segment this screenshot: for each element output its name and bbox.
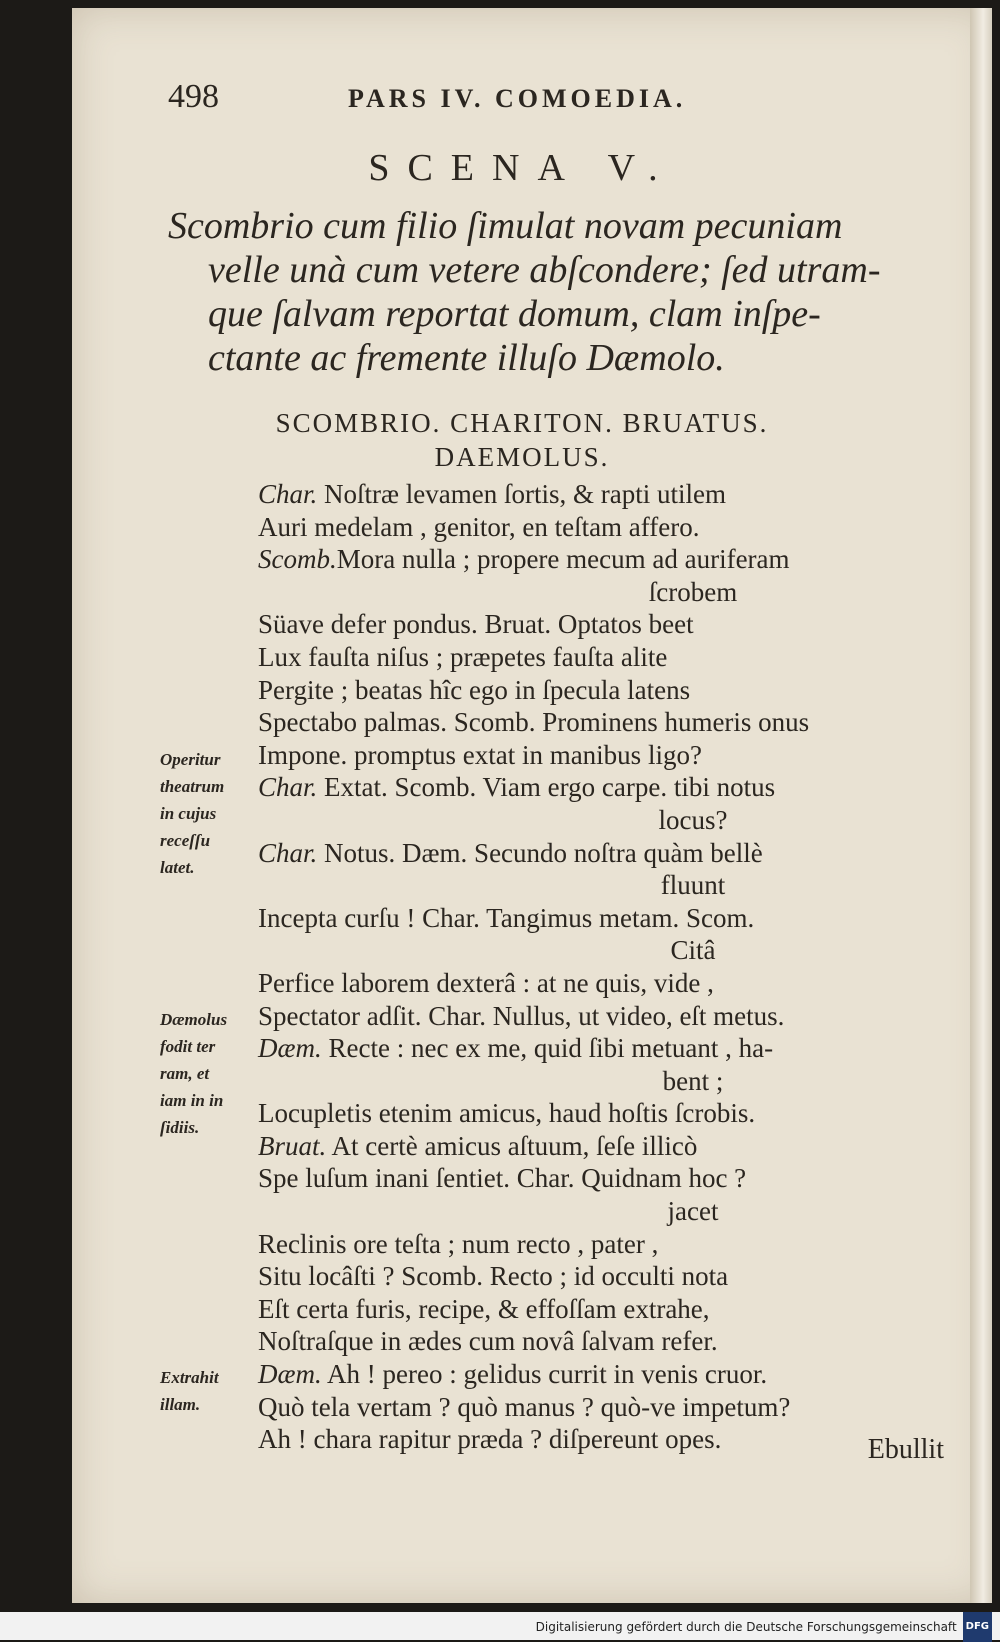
- dfg-logo: DFG: [963, 1612, 992, 1642]
- verse-line: [258, 771, 978, 804]
- speaker-label: Dæm.: [258, 1033, 322, 1064]
- verse-text: Noſtræ levamen ſortis, & rapti utilem: [317, 479, 726, 509]
- argument-line: velle unà cum vetere abſcondere; ſed utram-: [208, 249, 881, 291]
- dramatis-personae: [72, 406, 972, 474]
- verse-line: [258, 837, 978, 870]
- verse-line: [258, 1293, 978, 1326]
- verse-text: Impone. promptus extat in manibus ligo?: [258, 739, 702, 770]
- catchword: Ebullit: [867, 1434, 944, 1465]
- persons-line: SCOMBRIO. CHARITON. BRUATUS.: [275, 408, 769, 438]
- persons-line: DAEMOLUS.: [434, 442, 610, 472]
- verse-line: [258, 478, 978, 511]
- verse-line: [258, 706, 978, 739]
- scene-argument: [168, 204, 948, 380]
- verse-line: [258, 576, 978, 609]
- verse-line: [258, 674, 978, 707]
- verse-text: Incepta curſu ! Char. Tangimus metam. Scom.: [258, 902, 755, 933]
- speaker-label: Dæm.: [258, 1359, 322, 1390]
- verse-text: Perfice laborem dexterâ : at ne quis, vide ,: [258, 967, 714, 998]
- verse-line: [258, 641, 978, 674]
- verse-line: [258, 1000, 978, 1033]
- verse-line: [258, 1260, 978, 1293]
- verse-text: Süave defer pondus. Bruat. Optatos beet: [258, 609, 694, 640]
- verse-line: [258, 804, 978, 837]
- verse-line: [258, 967, 978, 1000]
- verse-text: Extat. Scomb. Viam ergo carpe. tibi notus: [317, 772, 776, 803]
- speaker-label: Char.: [258, 479, 318, 509]
- side-note: [160, 1364, 219, 1418]
- scene-title: SCENA V.: [368, 147, 676, 189]
- side-note-line: fodit ter: [160, 1037, 216, 1056]
- verse-line: [258, 1065, 978, 1098]
- side-note-line: iam in in: [160, 1091, 224, 1110]
- verse-line: [258, 1097, 978, 1130]
- verse-text: Eſt certa furis, recipe, & effoſſam extrahe,: [258, 1293, 710, 1324]
- verse-text: Citâ: [670, 935, 716, 966]
- verse-text: ſcrobem: [648, 576, 738, 607]
- verse-text: Recte : nec ex me, quid ſibi metuant , ha-: [321, 1033, 774, 1064]
- verse-block: [258, 478, 978, 1456]
- verse-text: Spectator adſit. Char. Nullus, ut video, eſt metus.: [258, 1000, 785, 1031]
- verse-text: Spe luſum inani ſentiet. Char. Quidnam hoc ?: [258, 1163, 747, 1194]
- side-note: [160, 746, 224, 881]
- side-note-line: in cujus: [160, 804, 217, 823]
- side-note-line: receſſu: [160, 831, 211, 850]
- verse-text: Noſtraſque in ædes cum novâ ſalvam refer.: [258, 1326, 718, 1357]
- verse-line: [258, 902, 978, 935]
- verse-text: Quò tela vertam ? quò manus ? quò-ve impetum?: [258, 1391, 791, 1422]
- verse-text: Pergite ; beatas hîc ego in ſpecula latens: [258, 674, 691, 705]
- running-title: PARS IV. COMOEDIA.: [348, 84, 687, 113]
- verse-text: Lux fauſta niſus ; præpetes fauſta alite: [258, 641, 668, 672]
- speaker-label: Char.: [258, 772, 318, 803]
- side-note-line: ſidiis.: [160, 1118, 200, 1137]
- side-note-line: ram, et: [160, 1064, 210, 1083]
- verse-text: bent ;: [662, 1065, 724, 1096]
- verse-text: Situ locâſti ? Scomb. Recto ; id occulti nota: [258, 1261, 729, 1292]
- footer-text: Digitalisierung gefördert durch die Deutsche Forschungsgemeinschaft: [535, 1619, 957, 1634]
- side-note-line: Extrahit: [160, 1368, 219, 1387]
- side-note: [160, 1006, 227, 1141]
- verse-line: [258, 511, 978, 544]
- verse-text: jacet: [667, 1196, 719, 1227]
- verse-line: [258, 1358, 978, 1391]
- speaker-label: Char.: [258, 837, 318, 868]
- verse-line: [258, 543, 978, 576]
- argument-line: Scombrio cum filio ſimulat novam pecuniam: [168, 205, 843, 247]
- verse-line: [258, 1228, 978, 1261]
- verse-line: [258, 1195, 978, 1228]
- speaker-label: Bruat.: [258, 1130, 327, 1161]
- verse-line: [258, 1032, 978, 1065]
- verse-line: [258, 1391, 978, 1424]
- side-note-line: Dæmolus: [160, 1010, 228, 1029]
- verse-line: [258, 739, 978, 772]
- page-number: 498: [168, 78, 219, 115]
- verse-line: [258, 1130, 978, 1163]
- footer-bar: [0, 1612, 1000, 1640]
- page-header: [168, 78, 848, 128]
- verse-text: Locupletis etenim amicus, haud hoſtis ſcrobis.: [258, 1098, 756, 1129]
- verse-text: Ah ! pereo : gelidus currit in venis cruor.: [321, 1359, 768, 1390]
- verse-text: Auri medelam , genitor, en teſtam affero.: [258, 511, 700, 542]
- verse-line: [258, 869, 978, 902]
- side-note-line: theatrum: [160, 777, 225, 796]
- verse-text: Mora nulla ; propere mecum ad auriferam: [336, 544, 790, 575]
- verse-line: [258, 608, 978, 641]
- argument-line: que ſalvam reportat domum, clam inſpe-: [208, 293, 821, 335]
- verse-text: Spectabo palmas. Scomb. Prominens humeris onus: [258, 707, 810, 738]
- side-note-line: Operitur: [160, 750, 221, 769]
- speaker-label: Scomb.: [258, 544, 337, 575]
- verse-text: Notus. Dæm. Secundo noſtra quàm bellè: [317, 837, 763, 868]
- verse-text: Reclinis ore teſta ; num recto , pater ,: [258, 1228, 659, 1259]
- side-note-line: illam.: [160, 1395, 201, 1414]
- verse-text: Ah ! chara rapitur præda ? diſpereunt opes.: [258, 1424, 722, 1455]
- verse-line: [258, 1162, 978, 1195]
- book-page: [72, 8, 992, 1603]
- verse-line: [258, 1325, 978, 1358]
- verse-text: locus?: [658, 804, 728, 835]
- verse-line: [258, 934, 978, 967]
- verse-text: fluunt: [660, 870, 726, 901]
- side-note-line: latet.: [160, 858, 195, 877]
- verse-text: At certè amicus aſtuum, ſeſe illicò: [326, 1130, 698, 1161]
- argument-line: ctante ac fremente illuſo Dæmolo.: [208, 337, 725, 379]
